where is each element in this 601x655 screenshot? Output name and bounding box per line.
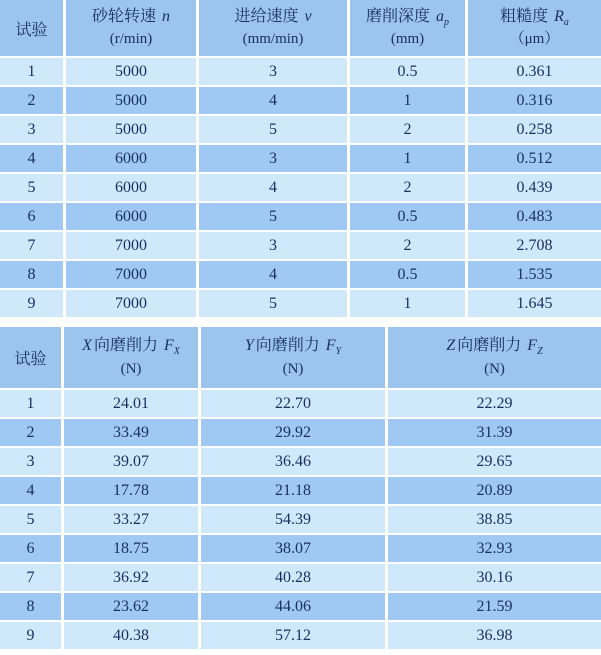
value-cell: 0.316 xyxy=(468,87,601,116)
table-row xyxy=(0,58,601,87)
value-cell: 21.59 xyxy=(388,593,601,622)
table-row xyxy=(0,390,601,419)
column-symbol: n xyxy=(162,7,170,25)
column-unit: (r/min) xyxy=(109,31,153,48)
table2-corner-header xyxy=(0,327,64,390)
row-index-cell: 4 xyxy=(0,145,66,174)
value-cell: 2 xyxy=(350,116,468,145)
table-row xyxy=(0,290,601,319)
value-cell: 2 xyxy=(350,174,468,203)
row-index-cell: 6 xyxy=(0,203,66,232)
column-symbol: a xyxy=(436,7,444,25)
row-index-cell: 4 xyxy=(0,477,64,506)
value-cell: 40.38 xyxy=(64,622,201,651)
column-header-roughness xyxy=(468,0,601,58)
table-row xyxy=(0,448,601,477)
value-cell: 22.29 xyxy=(388,390,601,419)
table-row xyxy=(0,261,601,290)
value-cell: 3 xyxy=(199,58,350,87)
value-cell: 6000 xyxy=(66,174,199,203)
value-cell: 38.07 xyxy=(201,535,388,564)
value-cell: 22.70 xyxy=(201,390,388,419)
table2-header-row xyxy=(0,327,601,390)
row-index-cell: 8 xyxy=(0,261,66,290)
column-symbol-subscript: a xyxy=(563,16,569,28)
value-cell: 0.483 xyxy=(468,203,601,232)
column-header-wheel-speed xyxy=(66,0,199,58)
value-cell: 40.28 xyxy=(201,564,388,593)
column-symbol: F xyxy=(527,337,538,355)
table-row xyxy=(0,203,601,232)
value-cell: 29.65 xyxy=(388,448,601,477)
column-symbol: F xyxy=(325,337,336,355)
value-cell: 17.78 xyxy=(64,477,201,506)
value-cell: 36.98 xyxy=(388,622,601,651)
value-cell: 3 xyxy=(199,232,350,261)
column-symbol: v xyxy=(304,7,312,25)
value-cell: 5000 xyxy=(66,87,199,116)
value-cell: 54.39 xyxy=(201,506,388,535)
value-cell: 20.89 xyxy=(388,477,601,506)
value-cell: 33.27 xyxy=(64,506,201,535)
value-cell: 31.39 xyxy=(388,419,601,448)
value-cell: 7000 xyxy=(66,232,199,261)
value-cell: 6000 xyxy=(66,145,199,174)
value-cell: 38.85 xyxy=(388,506,601,535)
value-cell: 18.75 xyxy=(64,535,201,564)
column-title: 砂轮转速 xyxy=(91,7,156,25)
row-index-cell: 3 xyxy=(0,116,66,145)
value-cell: 0.512 xyxy=(468,145,601,174)
value-cell: 29.92 xyxy=(201,419,388,448)
column-symbol: F xyxy=(163,337,174,355)
column-title: 进给速度 xyxy=(234,7,299,25)
column-unit: (N) xyxy=(120,360,142,377)
row-index-cell: 6 xyxy=(0,535,64,564)
column-symbol-subscript: Z xyxy=(537,346,543,358)
value-cell: 24.01 xyxy=(64,390,201,419)
value-cell: 0.258 xyxy=(468,116,601,145)
value-cell: 0.5 xyxy=(350,58,468,87)
row-index-cell: 5 xyxy=(0,174,66,203)
row-index-cell: 8 xyxy=(0,593,64,622)
value-cell: 21.18 xyxy=(201,477,388,506)
value-cell: 1 xyxy=(350,87,468,116)
corner-label: 试验 xyxy=(14,351,47,368)
row-index-cell: 1 xyxy=(0,390,64,419)
column-symbol-subscript: X xyxy=(173,346,180,358)
value-cell: 4 xyxy=(199,174,350,203)
row-index-cell: 2 xyxy=(0,419,64,448)
table-row xyxy=(0,506,601,535)
column-symbol: R xyxy=(554,7,564,25)
table-row xyxy=(0,593,601,622)
row-index-cell: 2 xyxy=(0,87,66,116)
value-cell: 5 xyxy=(199,116,350,145)
value-cell: 5000 xyxy=(66,116,199,145)
column-header-force-x xyxy=(64,327,201,390)
value-cell: 5000 xyxy=(66,58,199,87)
axis-prefix: Y xyxy=(244,337,254,355)
table-row xyxy=(0,622,601,651)
table-gap xyxy=(0,319,601,327)
table1-header-row xyxy=(0,0,601,58)
grinding-forces-table xyxy=(0,327,601,651)
value-cell: 44.06 xyxy=(201,593,388,622)
column-unit: (N) xyxy=(282,360,304,377)
value-cell: 57.12 xyxy=(201,622,388,651)
column-title: 向磨削力 xyxy=(255,337,320,355)
column-header-force-z xyxy=(388,327,601,390)
row-index-cell: 3 xyxy=(0,448,64,477)
column-header-grinding-depth xyxy=(350,0,468,58)
value-cell: 1 xyxy=(350,145,468,174)
value-cell: 30.16 xyxy=(388,564,601,593)
column-unit: (mm) xyxy=(390,31,425,48)
column-header-force-y xyxy=(201,327,388,390)
table-row xyxy=(0,232,601,261)
column-unit: (mm/min) xyxy=(242,31,304,48)
column-title: 向磨削力 xyxy=(457,337,522,355)
row-index-cell: 1 xyxy=(0,58,66,87)
value-cell: 0.439 xyxy=(468,174,601,203)
column-header-feed-rate xyxy=(199,0,350,58)
table-row xyxy=(0,564,601,593)
value-cell: 33.49 xyxy=(64,419,201,448)
row-index-cell: 7 xyxy=(0,564,64,593)
corner-label: 试验 xyxy=(15,21,48,39)
column-title: 向磨削力 xyxy=(93,337,158,355)
table-row xyxy=(0,145,601,174)
value-cell: 5 xyxy=(199,290,350,319)
value-cell: 0.5 xyxy=(350,261,468,290)
value-cell: 1 xyxy=(350,290,468,319)
value-cell: 36.46 xyxy=(201,448,388,477)
table-row xyxy=(0,419,601,448)
value-cell: 23.62 xyxy=(64,593,201,622)
table-row xyxy=(0,87,601,116)
value-cell: 3 xyxy=(199,145,350,174)
column-title: 粗糙度 xyxy=(500,7,549,25)
value-cell: 32.93 xyxy=(388,535,601,564)
row-index-cell: 7 xyxy=(0,232,66,261)
column-unit: (N) xyxy=(484,360,505,377)
column-symbol-subscript: Y xyxy=(335,346,342,358)
value-cell: 1.645 xyxy=(468,290,601,319)
row-index-cell: 9 xyxy=(0,290,66,319)
value-cell: 36.92 xyxy=(64,564,201,593)
value-cell: 2.708 xyxy=(468,232,601,261)
table-row xyxy=(0,535,601,564)
table-row xyxy=(0,116,601,145)
row-index-cell: 9 xyxy=(0,622,64,651)
value-cell: 0.5 xyxy=(350,203,468,232)
value-cell: 6000 xyxy=(66,203,199,232)
table1-corner-header xyxy=(0,0,66,58)
column-title: 磨削深度 xyxy=(365,7,430,25)
row-index-cell: 5 xyxy=(0,506,64,535)
axis-prefix: X xyxy=(82,337,92,355)
value-cell: 7000 xyxy=(66,290,199,319)
value-cell: 5 xyxy=(199,203,350,232)
table-row xyxy=(0,174,601,203)
value-cell: 0.361 xyxy=(468,58,601,87)
value-cell: 2 xyxy=(350,232,468,261)
value-cell: 4 xyxy=(199,261,350,290)
axis-prefix: Z xyxy=(446,337,456,355)
value-cell: 1.535 xyxy=(468,261,601,290)
column-unit: （μm） xyxy=(509,31,560,48)
value-cell: 4 xyxy=(199,87,350,116)
table-row xyxy=(0,477,601,506)
value-cell: 7000 xyxy=(66,261,199,290)
value-cell: 39.07 xyxy=(64,448,201,477)
column-symbol-subscript: p xyxy=(444,16,449,28)
experiment-parameters-table xyxy=(0,0,601,319)
